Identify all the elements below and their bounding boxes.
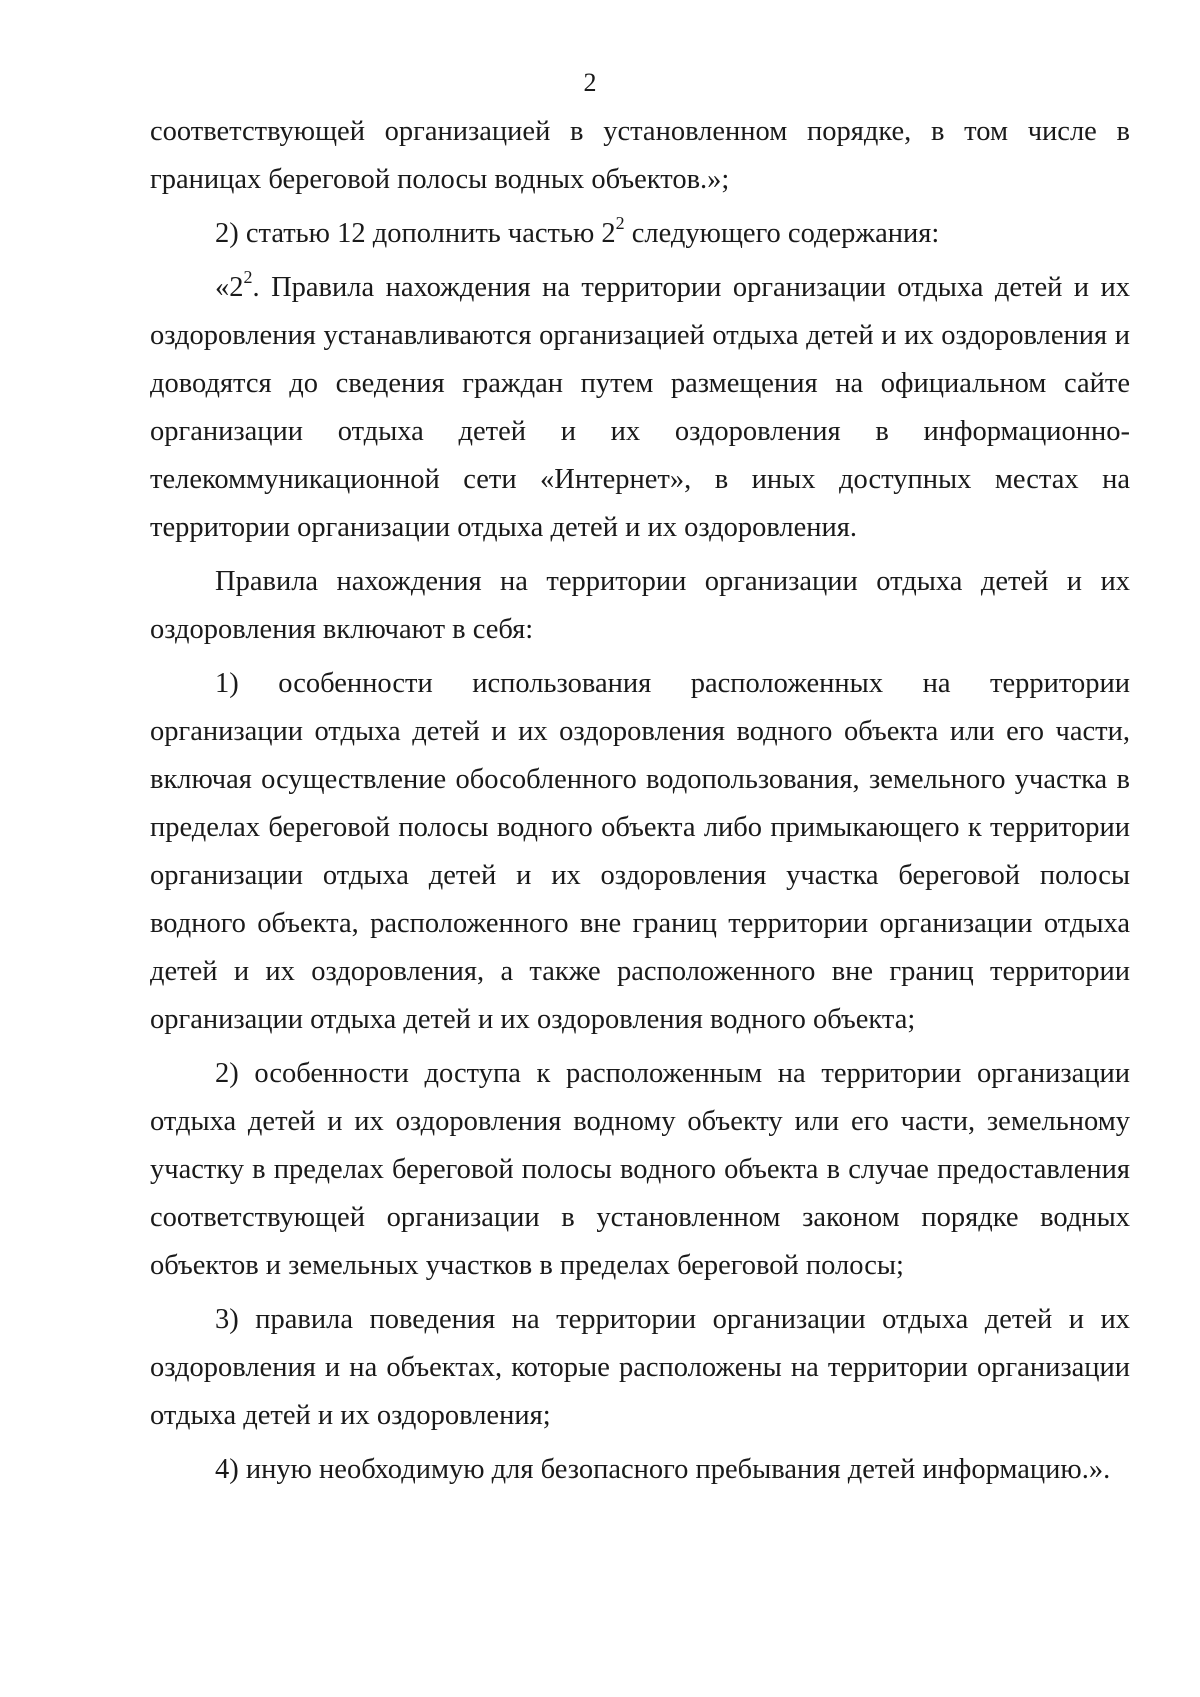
text-line: пределах береговой полосы водного объекта либо примыкающего к территории [150, 812, 1130, 843]
text-line: организации отдыха детей и их оздоровления водного объекта или его части, [150, 716, 1130, 747]
text-line: организации отдыха детей и их оздоровления участка береговой полосы [150, 860, 1130, 891]
text-segment: . Правила нахождения на территории организации отдыха детей и их [252, 272, 1130, 303]
text-line: водного объекта, расположенного вне границ территории организации отдыха [150, 908, 1130, 939]
text-line: детей и их оздоровления, а также расположенного вне границ территории [150, 956, 1130, 987]
superscript: 2 [243, 266, 253, 287]
text-line: отдыха детей и их оздоровления; [150, 1400, 551, 1431]
document-body [150, 108, 1130, 1494]
superscript: 2 [615, 212, 625, 233]
text-line: оздоровления устанавливаются организацией отдыха детей и их оздоровления и [150, 320, 1130, 351]
text-line: соответствующей организацией в установленном порядке, в том числе в [150, 116, 1130, 147]
text-line: 2) особенности доступа к расположенным на территории организации [215, 1058, 1130, 1089]
text-line: телекоммуникационной сети «Интернет», в иных доступных местах на [150, 464, 1130, 495]
text-line: 4) иную необходимую для безопасного пребывания детей информацию.». [215, 1454, 1111, 1485]
text-line [150, 210, 1130, 258]
text-line: организации отдыха детей и их оздоровления водного объекта; [150, 1004, 916, 1035]
text-line: отдыха детей и их оздоровления водному объекту или его части, земельному [150, 1106, 1130, 1137]
text-line: границах береговой полосы водных объектов.»; [150, 164, 730, 195]
page-number: 2 [583, 68, 597, 97]
text-line: оздоровления и на объектах, которые расположены на территории организации [150, 1352, 1130, 1383]
text-line: включая осуществление обособленного водопользования, земельного участка в [150, 764, 1130, 795]
text-segment: 2) статью 12 дополнить частью 2 [215, 218, 616, 249]
text-line: объектов и земельных участков в пределах береговой полосы; [150, 1250, 904, 1281]
text-line: участку в пределах береговой полосы водного объекта в случае предоставления [150, 1154, 1130, 1185]
text-segment: следующего содержания: [624, 218, 940, 249]
text-line: соответствующей организации в установленном законом порядке водных [150, 1202, 1130, 1233]
text-line: оздоровления включают в себя: [150, 614, 534, 645]
text-segment: «2 [215, 272, 244, 303]
text-line: территории организации отдыха детей и их оздоровления. [150, 512, 858, 543]
text-line [150, 264, 1130, 312]
text-line: 1) особенности использования расположенных на территории [215, 668, 1130, 699]
text-line: 3) правила поведения на территории организации отдыха детей и их [215, 1304, 1130, 1335]
text-line: Правила нахождения на территории организации отдыха детей и их [215, 566, 1130, 597]
text-line: организации отдыха детей и их оздоровления в информационно- [150, 416, 1130, 447]
text-line: доводятся до сведения граждан путем размещения на официальном сайте [150, 368, 1130, 399]
